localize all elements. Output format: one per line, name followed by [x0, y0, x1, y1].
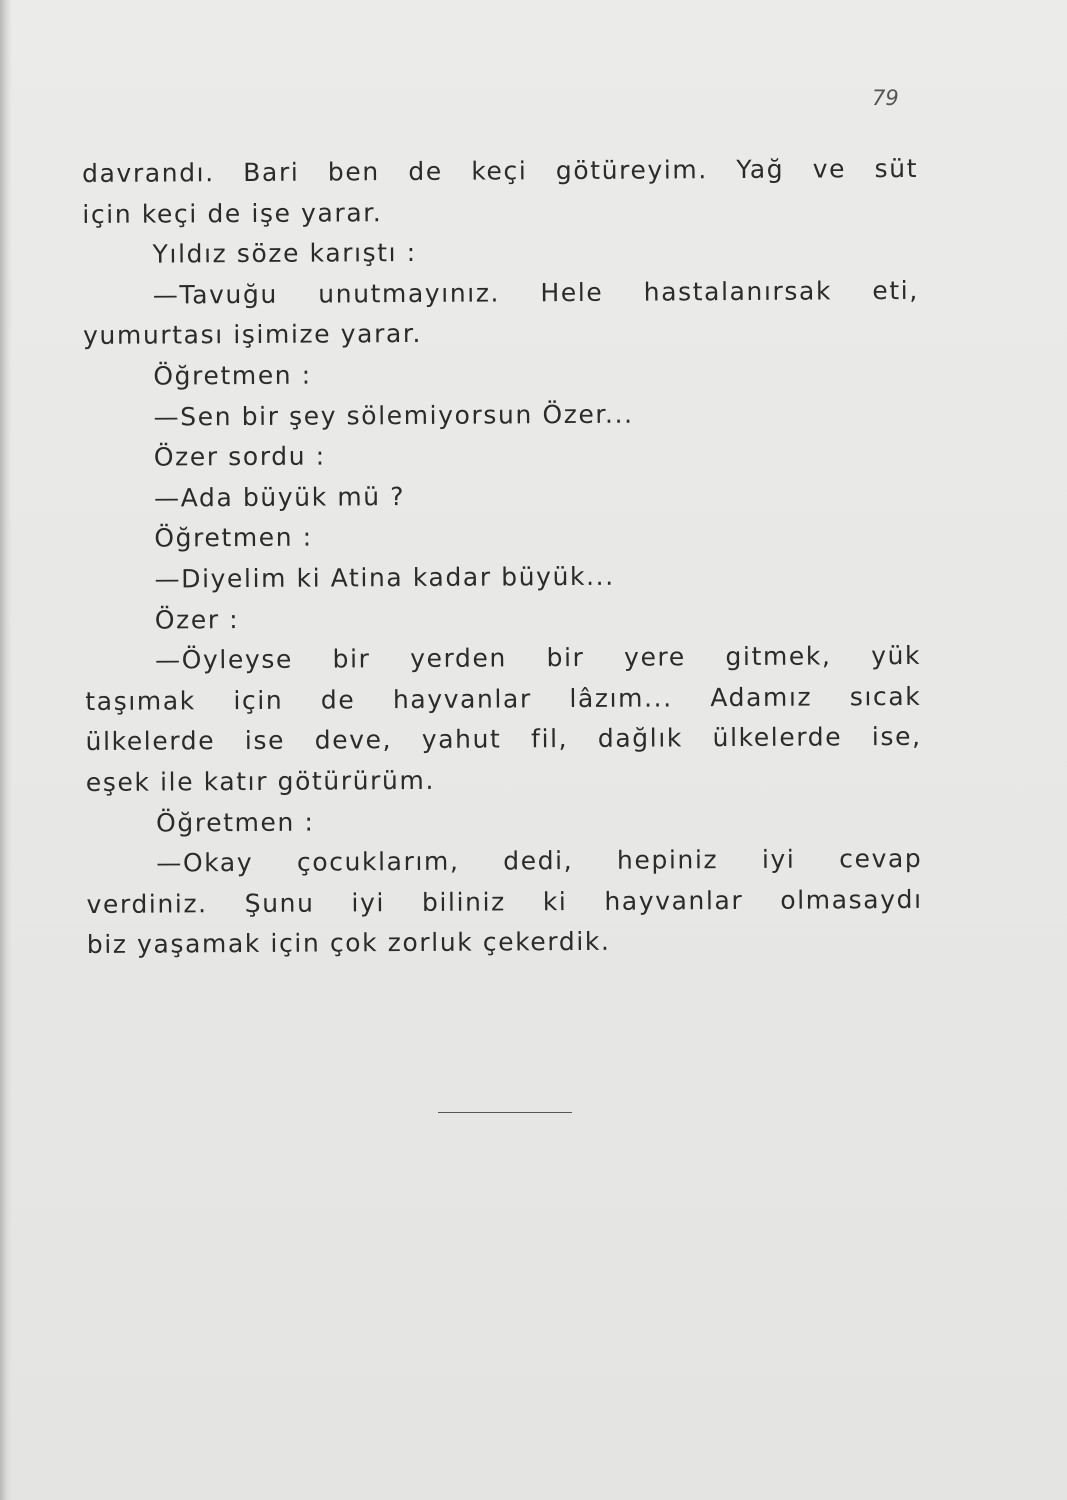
- text-line: Öğretmen :: [154, 522, 313, 553]
- text-line: taşımak için de hayvanlar lâzım... Adamız sıcak: [85, 681, 922, 716]
- chapter-end-rule: [438, 1112, 572, 1113]
- text-line: yumurtası işimize yarar.: [83, 319, 423, 351]
- text-line: verdiniz. Şunu iyi biliniz ki hayvanlar olmasaydı: [86, 884, 923, 919]
- text-line: —Sen bir şey sölemiyorsun Özer...: [153, 399, 634, 432]
- text-line: —Okay çocuklarım, dedi, hepiniz iyi cevap: [156, 843, 923, 878]
- text-line: —Diyelim ki Atina kadar büyük...: [154, 561, 615, 594]
- text-line: Özer :: [154, 604, 240, 635]
- text-line: Özer sordu :: [153, 441, 326, 472]
- text-line: —Ada büyük mü ?: [154, 481, 406, 513]
- text-line: Yıldız söze karıştı :: [152, 238, 417, 269]
- page-body-text: [82, 149, 927, 966]
- text-line: biz yaşamak için çok zorluk çekerdik.: [86, 927, 611, 960]
- text-line: —Tavuğu unutmayınız. Hele hastalanırsak eti,: [152, 275, 919, 310]
- text-line: için keçi de işe yarar.: [82, 197, 383, 229]
- text-line: —Öyleyse bir yerden bir yere gitmek, yük: [155, 641, 922, 675]
- text-line: Öğretmen :: [155, 807, 315, 838]
- text-line: ülkelerde ise deve, yahut fil, dağlık ülkelerde ise,: [85, 722, 922, 757]
- text-line: Öğretmen :: [153, 360, 312, 391]
- text-line: davrandı. Bari ben de keçi götüreyim. Yağ ve süt: [82, 153, 919, 188]
- text-line: eşek ile katır götürürüm.: [85, 765, 436, 797]
- page-gutter-shadow: [0, 0, 12, 1500]
- page-number: 79: [872, 86, 899, 110]
